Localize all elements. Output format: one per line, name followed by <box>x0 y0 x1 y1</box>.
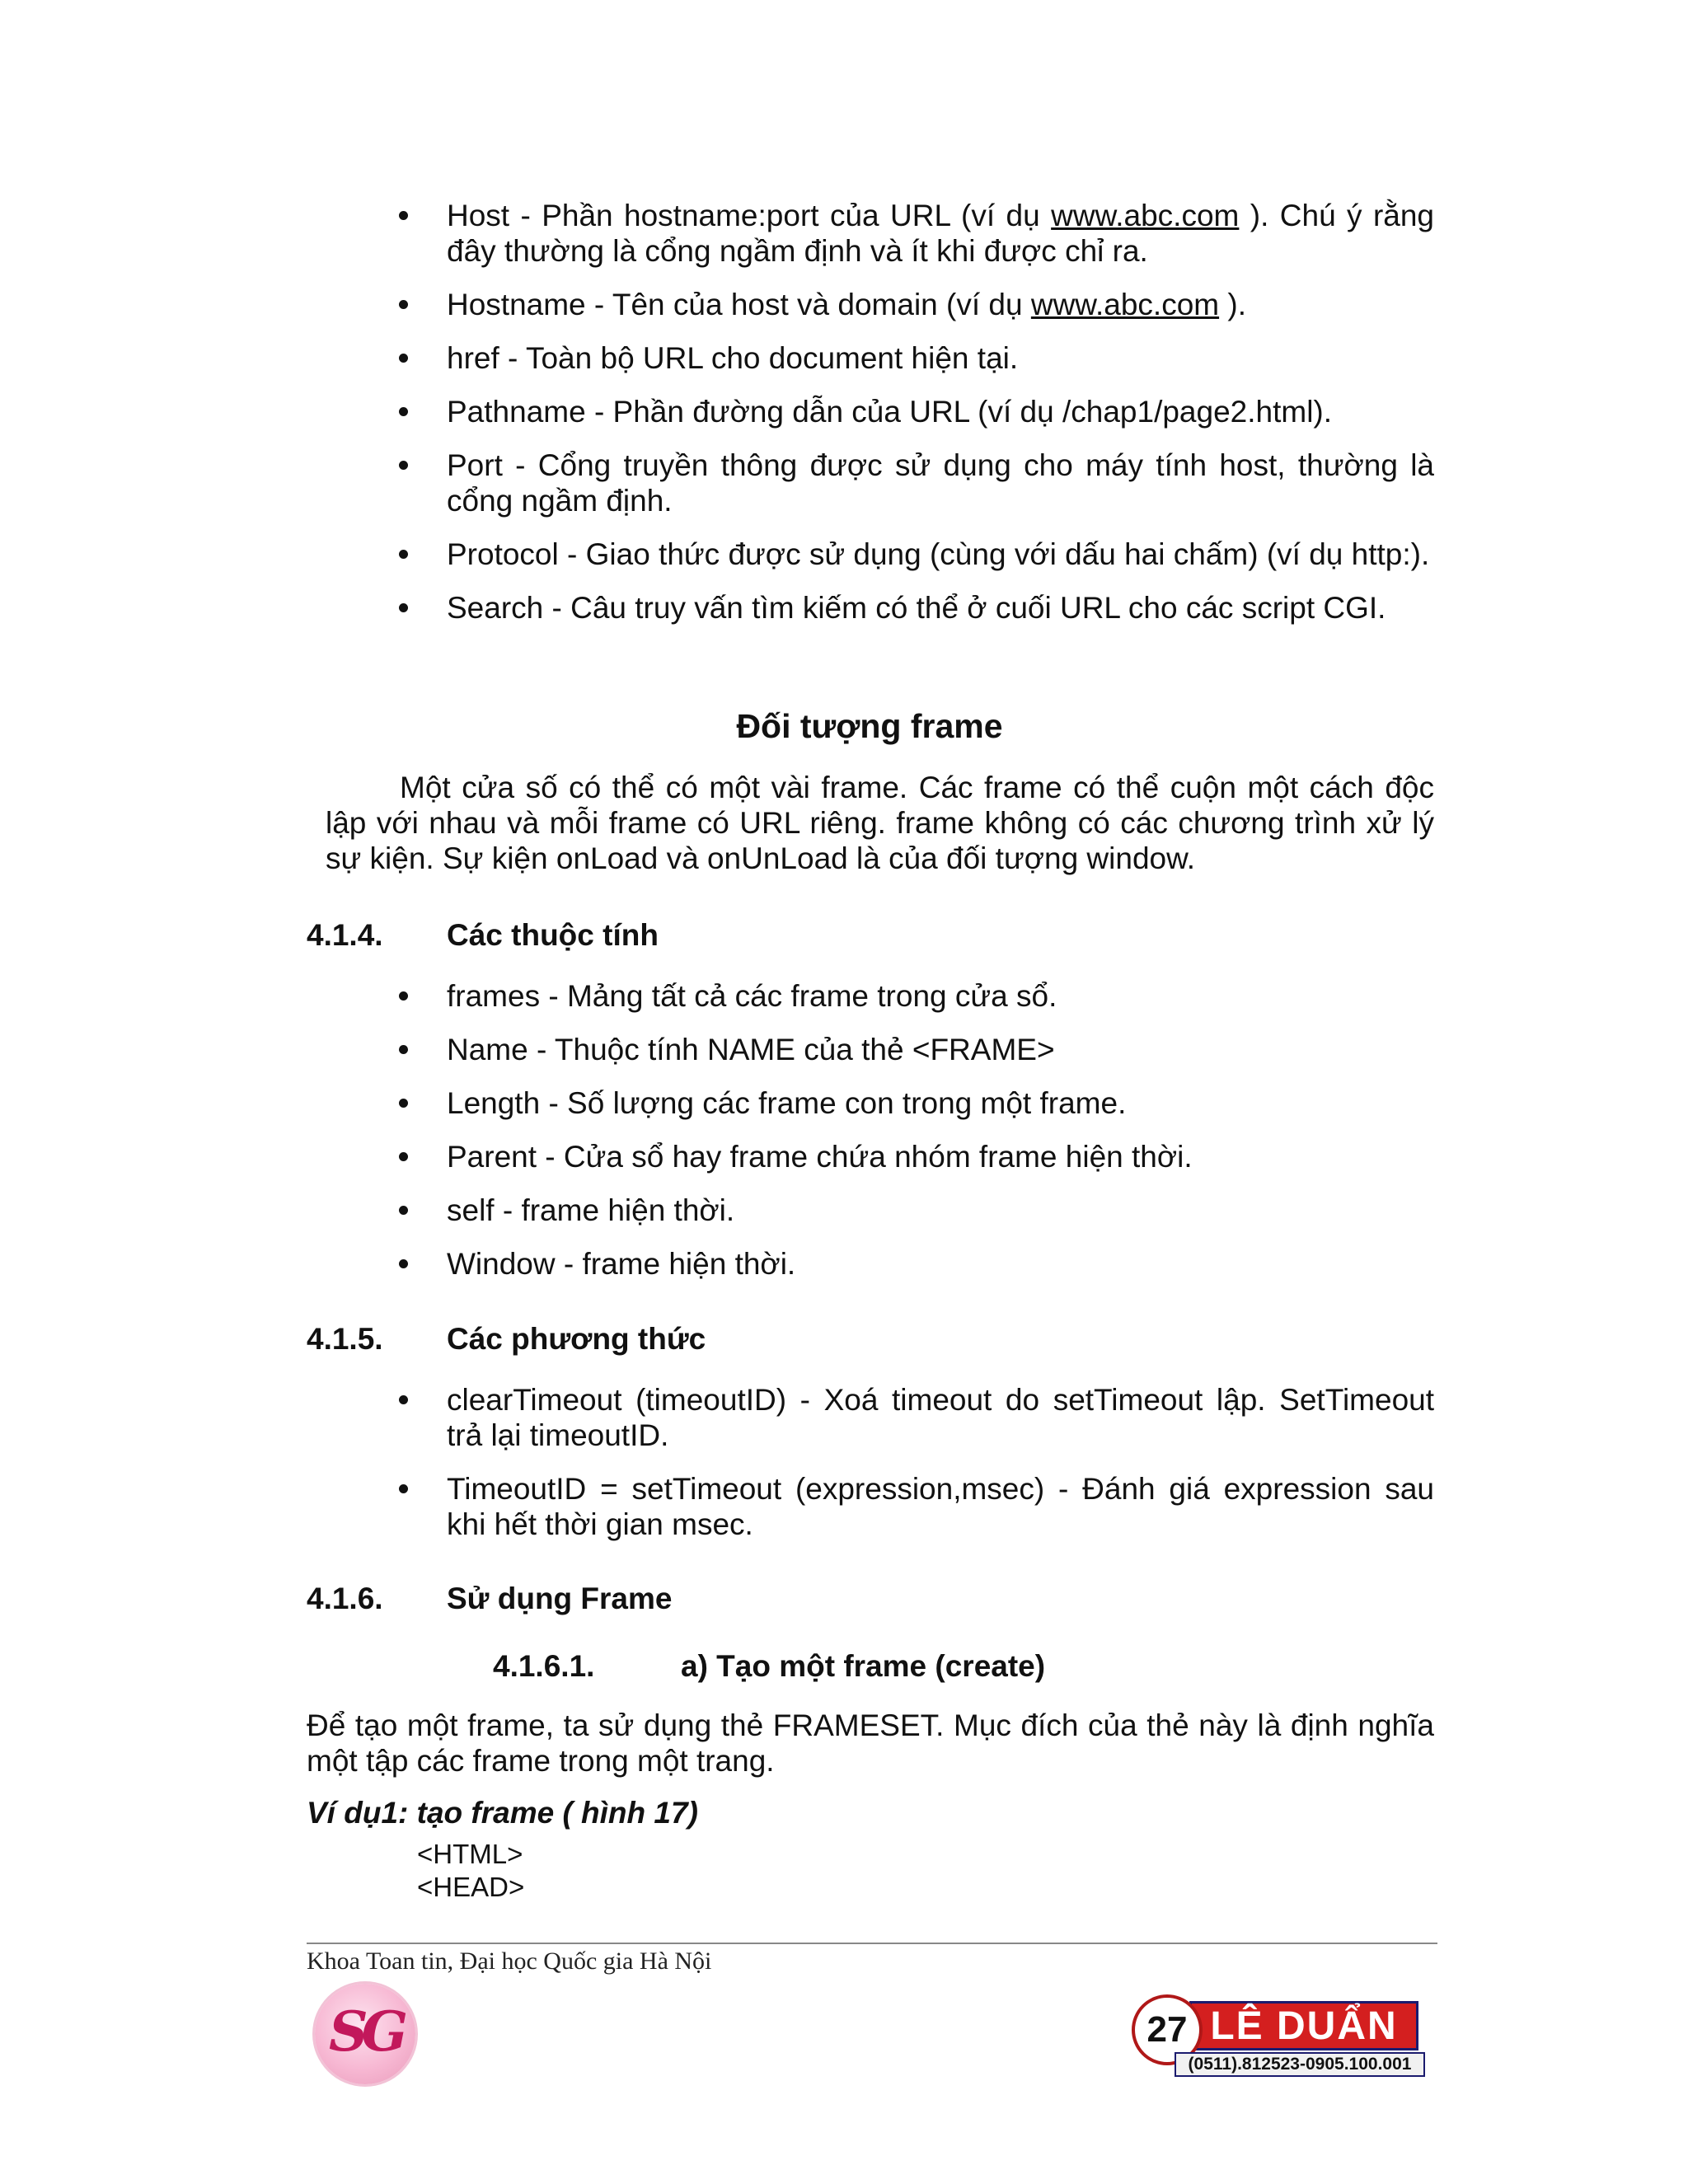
list-item: Length - Số lượng các frame con trong một frame. <box>396 1085 1434 1121</box>
subsection-heading-4-1-6-1: 4.1.6.1. a) Tạo một frame (create) <box>493 1649 1046 1683</box>
section-heading-4-1-6: 4.1.6. Sử dụng Frame <box>307 1582 673 1615</box>
le-duan-logo <box>1132 1994 1420 2077</box>
sg-logo-text: SG <box>328 1999 402 2064</box>
list-item: Host - Phần hostname:port của URL (ví dụ www.abc.com ). Chú ý rằng đây thường là cổng ngầm định và ít khi được chỉ ra. <box>396 198 1434 269</box>
frame-object-heading: Đối tượng frame <box>736 707 1003 745</box>
le-duan-logo-number: 27 <box>1132 1994 1203 2065</box>
url-link[interactable]: www.abc.com <box>1030 288 1220 321</box>
bullet-icon <box>399 461 408 470</box>
sg-logo-icon <box>315 1984 415 2084</box>
list-item: Protocol - Giao thức được sử dụng (cùng với dấu hai chấm) (ví dụ http:). <box>396 537 1434 572</box>
bullet-icon <box>399 1395 408 1404</box>
url-link[interactable]: www.abc.com <box>1051 199 1240 232</box>
list-item: Port - Cổng truyền thông được sử dụng cho máy tính host, thường là cổng ngầm định. <box>396 448 1434 518</box>
bullet-icon <box>399 407 408 416</box>
bullet-icon <box>399 211 408 220</box>
example-title: Ví dụ1: tạo frame ( hình 17) <box>307 1796 698 1830</box>
bullet-icon <box>399 354 408 363</box>
bullet-icon <box>399 1152 408 1161</box>
bullet-icon <box>399 1259 408 1268</box>
url-properties-list <box>396 198 1434 644</box>
code-line: <HEAD> <box>417 1872 525 1902</box>
list-item: Pathname - Phần đường dẫn của URL (ví dụ /chap1/page2.html). <box>396 394 1434 429</box>
list-item: href - Toàn bộ URL cho document hiện tại. <box>396 340 1434 376</box>
bullet-icon <box>399 991 408 1001</box>
list-item: clearTimeout (timeoutID) - Xoá timeout do setTimeout lập. SetTimeout trả lại timeoutID. <box>396 1382 1434 1453</box>
section-heading-4-1-5: 4.1.5. Các phương thức <box>307 1322 706 1356</box>
bullet-icon <box>399 603 408 612</box>
list-item: Hostname - Tên của host và domain (ví dụ www.abc.com ). <box>396 287 1434 322</box>
le-duan-logo-phone: (0511).812523-0905.100.001 <box>1175 2052 1425 2077</box>
frame-intro-paragraph: Một cửa số có thể có một vài frame. Các frame có thể cuộn một cách độc lập với nhau và mỗi frame có URL riêng. frame không có các chương trình xử lý sự kiện. Sự kiện onLoad và onUnLoad là của đối tượng window. <box>326 771 1434 875</box>
bullet-icon <box>399 1484 408 1493</box>
le-duan-logo-name: LÊ DUẨN <box>1189 2001 1418 2050</box>
list-item: Search - Câu truy vấn tìm kiếm có thể ở cuối URL cho các script CGI. <box>396 590 1434 626</box>
bullet-icon <box>399 1045 408 1054</box>
bullet-icon <box>399 300 408 309</box>
bullet-icon <box>399 1206 408 1215</box>
bullet-icon <box>399 1099 408 1108</box>
list-item: Window - frame hiện thời. <box>396 1246 1434 1282</box>
list-item: self - frame hiện thời. <box>396 1193 1434 1228</box>
list-item: TimeoutID = setTimeout (expression,msec) - Đánh giá expression sau khi hết thời gian msec. <box>396 1471 1434 1542</box>
footer-divider <box>307 1943 1437 1944</box>
list-item: Name - Thuộc tính NAME của thẻ <FRAME> <box>396 1032 1434 1067</box>
create-frame-paragraph: Để tạo một frame, ta sử dụng thẻ FRAMESET. Mục đích của thẻ này là định nghĩa một tập các frame trong một trang. <box>307 1708 1434 1778</box>
list-item: Parent - Cửa sổ hay frame chứa nhóm frame hiện thời. <box>396 1139 1434 1174</box>
frame-methods-list <box>396 1382 1434 1560</box>
section-heading-4-1-4: 4.1.4. Các thuộc tính <box>307 918 659 952</box>
frame-properties-list <box>396 978 1434 1300</box>
code-line: <HTML> <box>417 1839 523 1869</box>
footer-text: Khoa Toan tin, Đại học Quốc gia Hà Nội <box>307 1947 712 1975</box>
bullet-icon <box>399 550 408 559</box>
list-item: frames - Mảng tất cả các frame trong cửa sổ. <box>396 978 1434 1014</box>
